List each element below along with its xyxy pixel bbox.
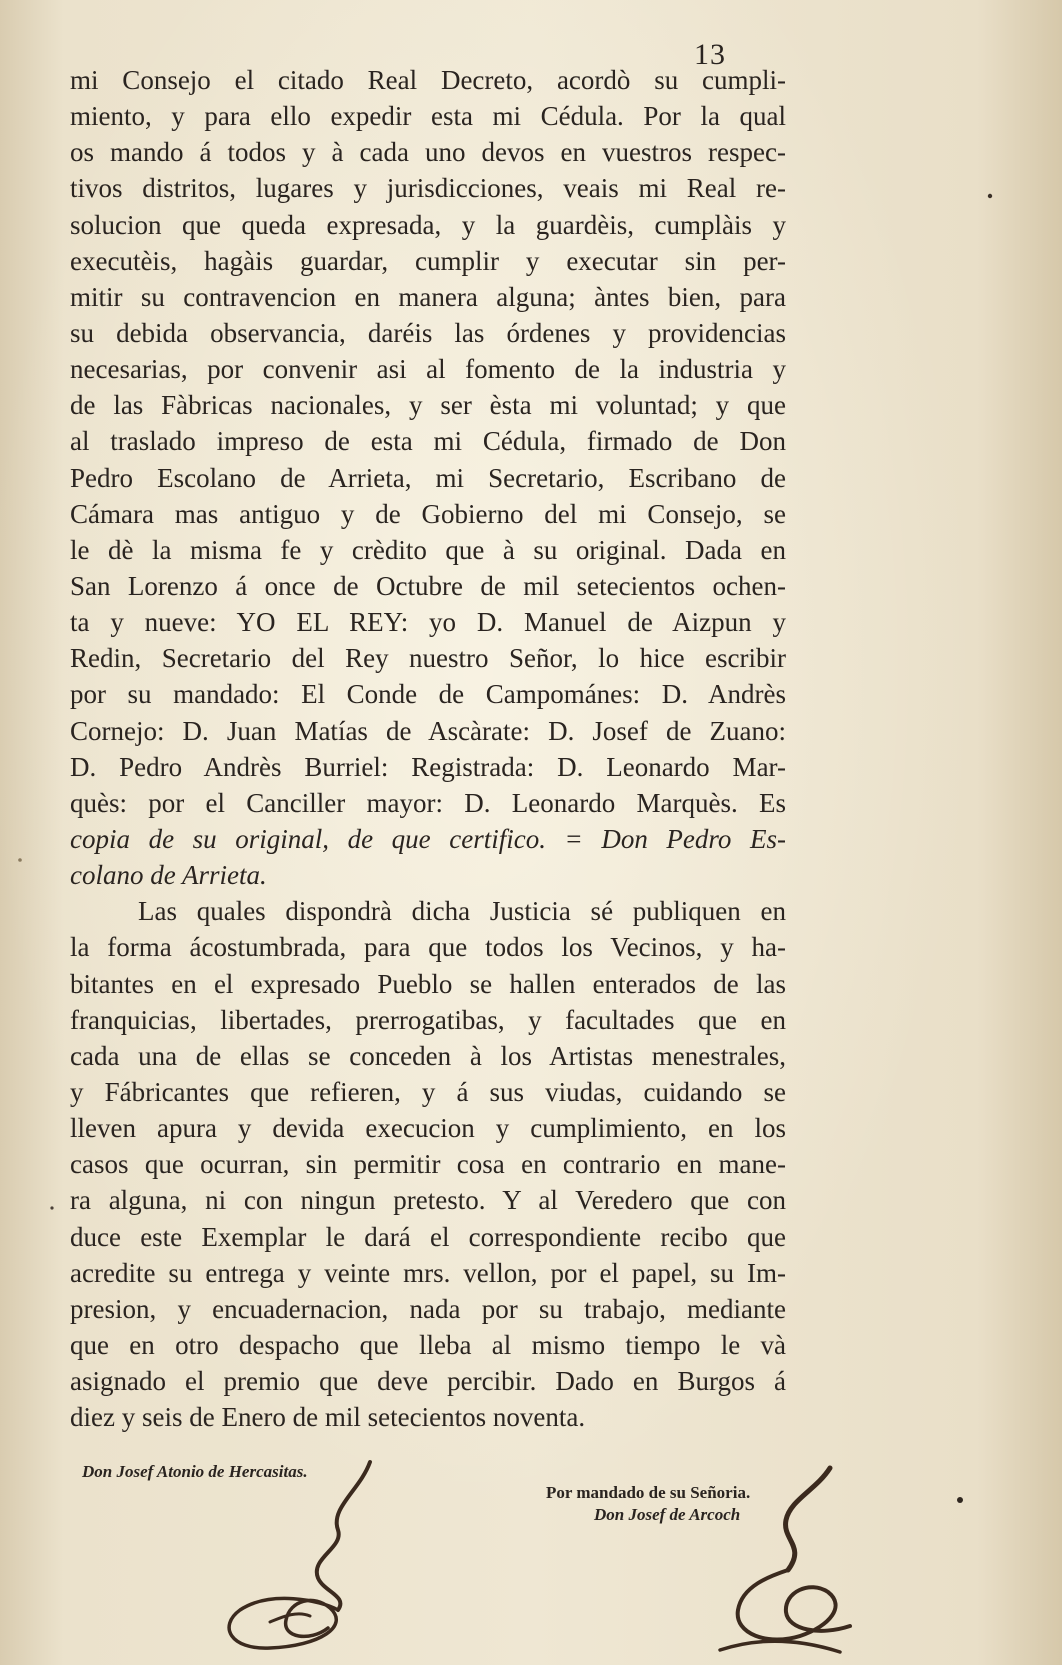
text-line: San Lorenzo á once de Octubre de mil setecientos ochen-: [70, 570, 786, 601]
text-line: Redin, Secretario del Rey nuestro Señor, lo hice escribir: [70, 643, 786, 674]
page-number: 13: [694, 38, 726, 71]
text-line: executèis, hagàis guardar, cumplir y executar sin per-: [70, 245, 786, 276]
text-line: tivos distritos, lugares y jurisdicciones, veais mi Real re-: [70, 173, 786, 204]
text-line: mi Consejo el citado Real Decreto, acordò su cumpli-: [70, 65, 786, 95]
text-line: de las Fàbricas nacionales, y ser èsta mi voluntad; y que: [70, 390, 786, 421]
text-line: lleven apura y devida execucion y cumplimiento, en los: [70, 1113, 786, 1144]
text-line: Pedro Escolano de Arrieta, mi Secretario, Escribano de: [70, 462, 786, 493]
text-line: Cámara mas antiguo y de Gobierno del mi Consejo, se: [70, 498, 786, 529]
text-line: por su mandado: El Conde de Campománes: D. Andrès: [70, 679, 786, 710]
text-line: copia de su original, de que certifico. = Don Pedro Es-: [70, 823, 786, 854]
text-line: asignado el premio que deve percibir. Dado en Burgos á: [70, 1366, 786, 1397]
text-line: cada una de ellas se conceden à los Artistas menestrales,: [70, 1040, 786, 1071]
text-line: D. Pedro Andrès Burriel: Registrada: D. Leonardo Mar-: [70, 751, 786, 782]
text-line: mitir su contravencion en manera alguna; àntes bien, para: [70, 281, 786, 312]
signature-left-name: Don Josef Atonio de Hercasitas.: [82, 1462, 308, 1481]
text-line: bitantes en el expresado Pueblo se hallen enterados de las: [70, 968, 786, 999]
text-line: y Fábricantes que refieren, y á sus viudas, cuidando se: [70, 1076, 786, 1107]
text-line: solucion que queda expresada, y la guardèis, cumplàis y: [70, 209, 786, 240]
text-line: casos que ocurran, sin permitir cosa en contrario en mane-: [70, 1149, 786, 1180]
text-line: al traslado impreso de esta mi Cédula, firmado de Don: [70, 426, 786, 457]
text-line: la forma ácostumbrada, para que todos los Vecinos, y ha-: [70, 932, 786, 963]
text-line: os mando á todos y à cada uno devos en vuestros respec-: [70, 137, 786, 168]
text-line: acredite su entrega y veinte mrs. vellon, por el papel, su Im-: [70, 1257, 786, 1288]
text-line: le dè la misma fe y crèdito que à su original. Dada en: [70, 534, 786, 565]
text-line: ta y nueve: YO EL REY: yo D. Manuel de Aizpun y: [70, 607, 786, 638]
text-line: colano de Arrieta.: [70, 860, 267, 891]
signature-right-name: Don Josef de Arcoch: [594, 1505, 741, 1524]
text-line: que en otro despacho que lleba al mismo tiempo le và: [70, 1329, 786, 1360]
text-line: quès: por el Canciller mayor: D. Leonardo Marquès. Es: [70, 787, 786, 818]
text-line: Las quales dispondrà dicha Justicia sé publiquen en: [138, 896, 786, 927]
text-line: necesarias, por convenir asi al fomento de la industria y: [70, 354, 786, 385]
signature-right-mandate: Por mandado de su Señoria.: [546, 1483, 751, 1502]
text-line: Cornejo: D. Juan Matías de Ascàrate: D. Josef de Zuano:: [70, 715, 786, 746]
text-line: miento, y para ello expedir esta mi Cédula. Por la qual: [70, 101, 786, 132]
text-line: franquicias, libertades, prerrogatibas, y facultades que en: [70, 1004, 786, 1035]
text-line: su debida observancia, daréis las órdenes y providencias: [70, 317, 786, 348]
text-line: diez y seis de Enero de mil setecientos noventa.: [70, 1402, 586, 1433]
text-line: ra alguna, ni con ningun pretesto. Y al Veredero que con: [70, 1185, 786, 1216]
text-line: presion, y encuadernacion, nada por su trabajo, mediante: [70, 1293, 786, 1324]
text-line: duce este Exemplar le dará el correspondiente recibo que: [70, 1221, 786, 1252]
